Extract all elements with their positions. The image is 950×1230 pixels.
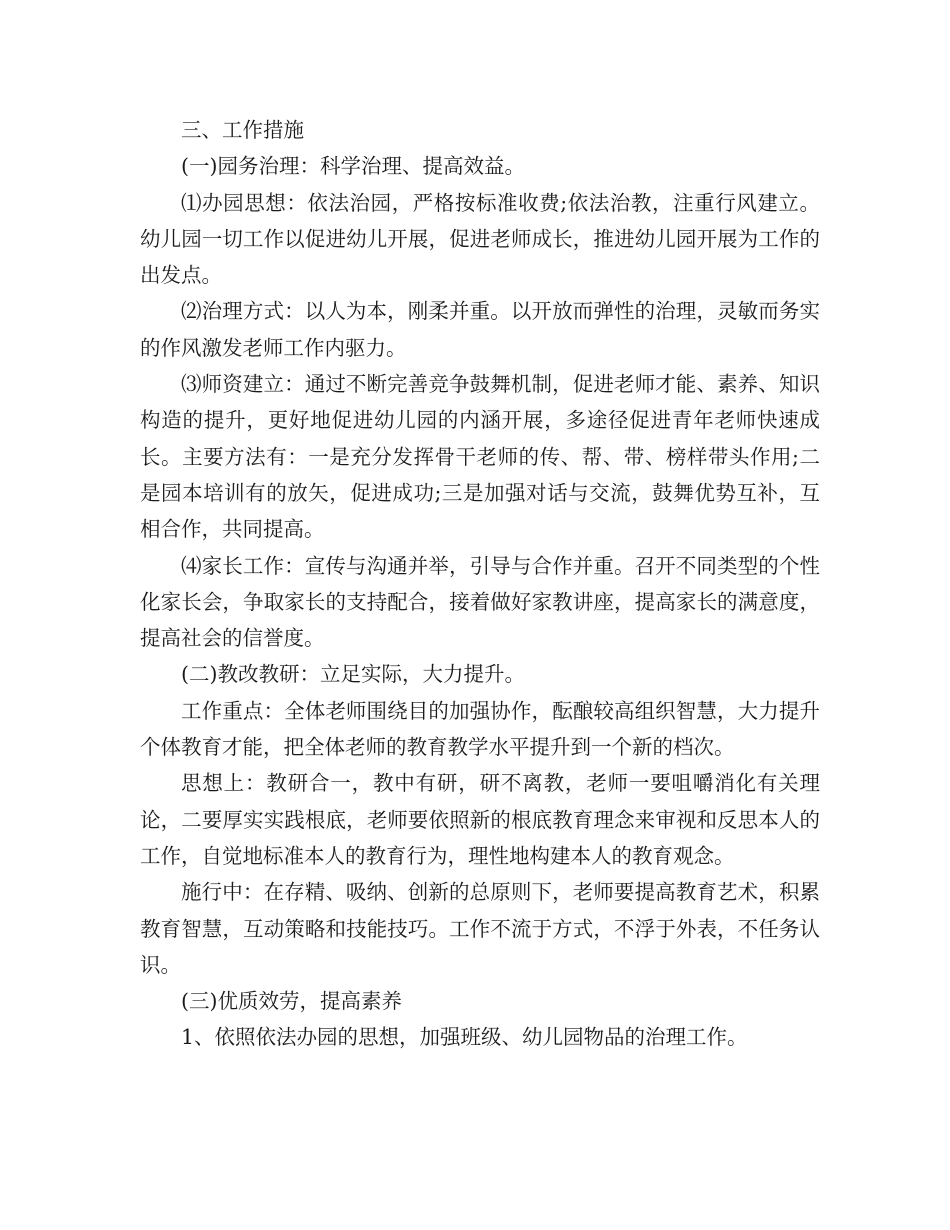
section-heading: 三、工作措施 [181, 118, 304, 142]
body-paragraph: 思想上：教研合一，教中有研，研不离教，老师一要咀嚼消化有关理论，二要厚实实践根底，老师要依照新的根底教育理念来审视和反思本人的工作，自觉地标准本人的教育行为，理性地构建本人的教育观念。 [140, 771, 820, 868]
body-paragraph: ⑶师资建立：通过不断完善竞争鼓舞机制，促进老师才能、素养、知识构造的提升，更好地促进幼儿园的内涵开展，多途径促进青年老师快速成长。主要方法有：一是充分发挥骨干老师的传、帮、带、榜样带头作用;二是园本培训有的放矢，促进成功;三是加强对话与交流，鼓舞优势互补，互相合作，共同提高。 [140, 372, 820, 542]
body-paragraph: ⑴办园思想：依法治园，严格按标准收费;依法治教，注重行风建立。幼儿园一切工作以促进幼儿开展，促进老师成长，推进幼儿园开展为工作的出发点。 [140, 190, 820, 288]
body-paragraph: 施行中：在存精、吸纳、创新的总原则下，老师要提高教育艺术，积累教育智慧，互动策略和技能技巧。工作不流于方式，不浮于外表，不任务认识。 [140, 880, 820, 977]
body-paragraph: 1、依照依法办园的思想，加强班级、幼儿园物品的治理工作。 [181, 1025, 748, 1050]
body-paragraph: ⑷家长工作：宣传与沟通并举，引导与合作并重。召开不同类型的个性化家长会，争取家长的支持配合，接着做好家教讲座，提高家长的满意度，提高社会的信誉度。 [140, 553, 820, 651]
body-paragraph: ⑵治理方式：以人为本，刚柔并重。以开放而弹性的治理，灵敏而务实的作风激发老师工作内驱力。 [140, 299, 820, 360]
body-paragraph: 工作重点：全体老师围绕目的加强协作，酝酿较高组织智慧，大力提升个体教育才能，把全体老师的教育教学水平提升到一个新的档次。 [140, 698, 820, 760]
subsection-heading: (三)优质效劳，提高素养 [181, 989, 402, 1014]
subsection-heading: (一)园务治理：科学治理、提高效益。 [181, 154, 525, 179]
subsection-heading: (二)教改教研：立足实际，大力提升。 [181, 662, 525, 687]
document-body [140, 112, 820, 1056]
